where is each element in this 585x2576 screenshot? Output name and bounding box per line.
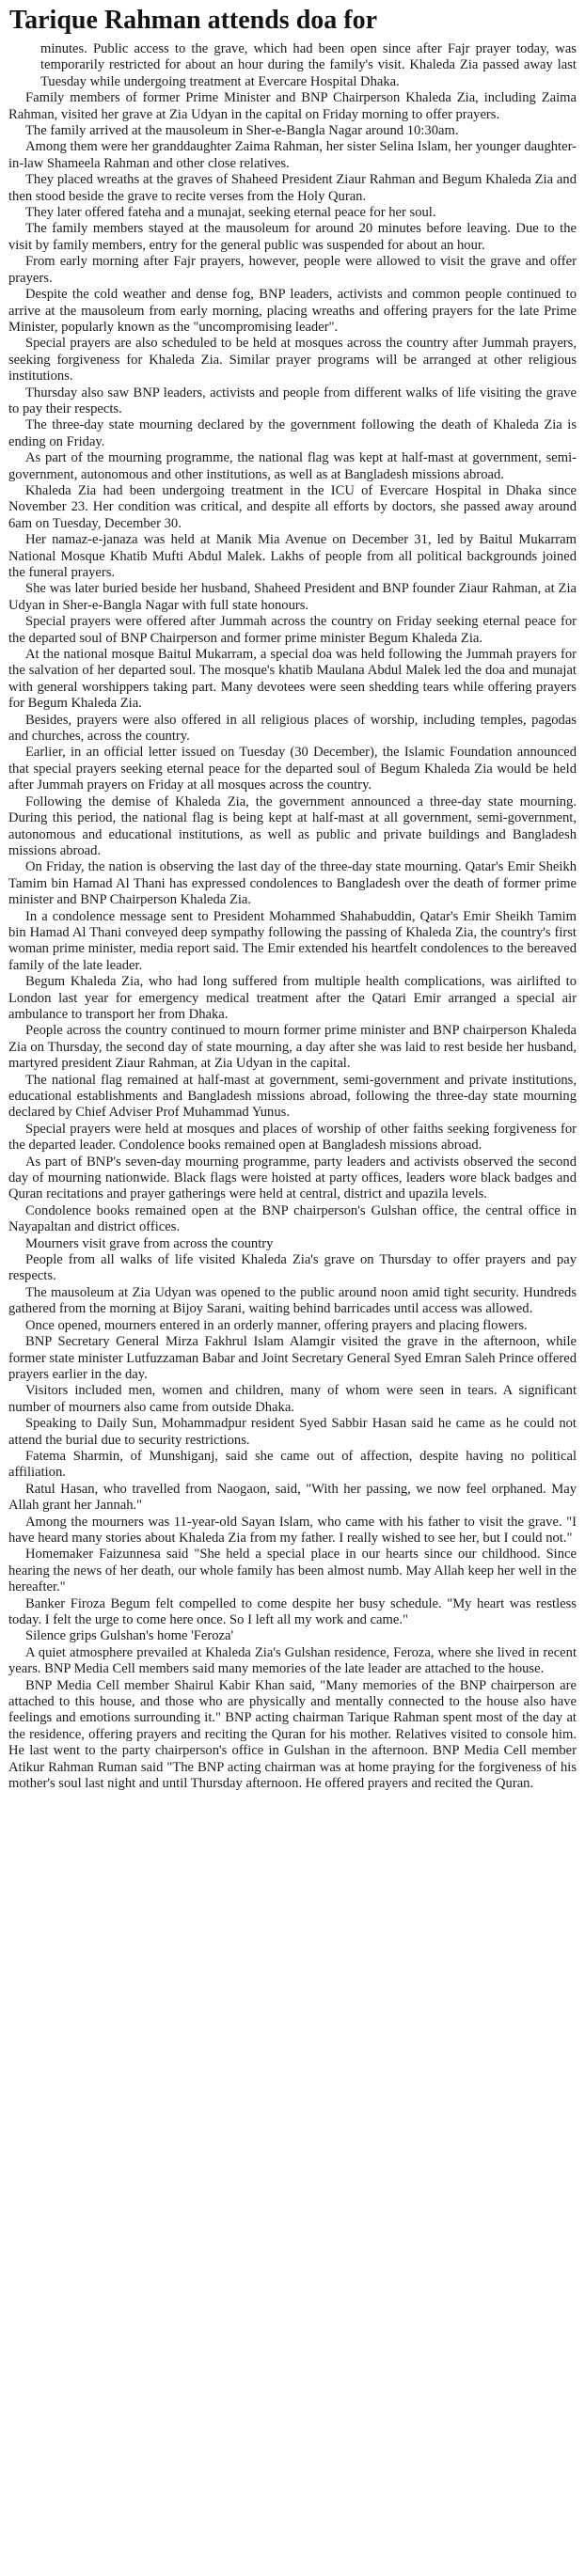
- article-paragraph: Begum Khaleda Zia, who had long suffered from multiple health complications, was airlifted to London last year for emergency medical treatment after the Qatari Emir arranged a special air ambulance to transport her from Dhaka.: [8, 974, 577, 1022]
- article-paragraph: The family arrived at the mausoleum in Sher-e-Bangla Nagar around 10:30am.: [25, 123, 459, 139]
- article-paragraph: Among them were her granddaughter Zaima Rahman, her sister Selina Islam, her younger daughter-in-law Shameela Rahman and other close relatives.: [8, 139, 577, 171]
- article-paragraph: People across the country continued to mourn former prime minister and BNP chairperson Khaleda Zia on Thursday, the second day of state mourning, a day after she was laid to rest beside her husband, martyred president Ziaur Rahman, at Zia Udyan in the capital.: [8, 1023, 577, 1072]
- article-paragraph: The national flag remained at half-mast at government, semi-government and private institutions, educational establishments and Bangladesh missions abroad, following the three-day state mourning declared by Chief Adviser Prof Muhammad Yunus.: [8, 1072, 577, 1121]
- article-paragraph: BNP Secretary General Mirza Fakhrul Islam Alamgir visited the grave in the afternoon, while former state minister Lutfuzzaman Babar and Joint Secretary General Syed Emran Saleh Prince offered prayers earlier in the day.: [8, 1334, 577, 1382]
- article-paragraph: Khaleda Zia had been undergoing treatment in the ICU of Evercare Hospital in Dhaka since November 23. Her condition was critical, and despite all efforts by doctors, she passed away around 6am on Tuesday, December 30.: [8, 482, 577, 531]
- article-paragraph: Once opened, mourners entered in an orderly manner, offering prayers and placing flowers.: [25, 1317, 528, 1333]
- article-paragraph: A quiet atmosphere prevailed at Khaleda Zia's Gulshan residence, Feroza, where she lived in recent years. BNP Media Cell members said many memories of the late leader are attached to the house.: [8, 1644, 577, 1677]
- article-paragraph: Her namaz-e-janaza was held at Manik Mia Avenue on December 31, led by Baitul Mukarram National Mosque Khatib Mufti Abdul Malek. Lakhs of people from all political backgrounds joined the funeral prayers.: [8, 532, 577, 580]
- article-paragraph: As part of BNP's seven-day mourning programme, party leaders and activists observed the second day of mourning nationwide. Black flags were hoisted at party offices, leaders wore black badges and Quran recitations and prayer gatherings were held at central, district and upazila levels.: [8, 1154, 577, 1202]
- article-paragraph: They placed wreaths at the graves of Shaheed President Ziaur Rahman and Begum Khaleda Zia and then stood beside the grave to recite verses from the Holy Quran.: [8, 172, 577, 204]
- article-paragraph: Speaking to Daily Sun, Mohammadpur resident Syed Sabbir Hasan said he came as he could not attend the burial due to security restrictions.: [8, 1416, 577, 1448]
- article-paragraph: Visitors included men, women and children, many of whom were seen in tears. A significant number of mourners also came from outside Dhaka.: [8, 1383, 577, 1415]
- article-paragraph: The family members stayed at the mausoleum for around 20 minutes before leaving. Due to the visit by family members, entry for the general public was suspended for about an hour.: [8, 221, 577, 253]
- article-paragraph: Homemaker Faizunnesa said "She held a special place in our hearts since our childhood. Since hearing the news of her death, our whole family has been almost numb. May Allah keep her well in the hereafter.": [8, 1547, 577, 1595]
- article-paragraph: Special prayers were offered after Jummah across the country on Friday seeking eternal peace for the departed soul of BNP Chairperson and former prime minister Begum Khaleda Zia.: [8, 614, 577, 646]
- article-paragraph: Fatema Sharmin, of Munshiganj, said she came out of affection, despite having no political affiliation.: [8, 1448, 577, 1481]
- article-paragraph: Special prayers were held at mosques and places of worship of other faiths seeking forgiveness for the departed leader. Condolence books remained open at Bangladesh missions abroad.: [8, 1121, 577, 1154]
- article-paragraph: She was later buried beside her husband, Shaheed President and BNP founder Ziaur Rahman, at Zia Udyan in Sher-e-Bangla Nagar with full state honours.: [8, 581, 577, 613]
- article-paragraph: On Friday, the nation is observing the last day of the three-day state mourning. Qatar's Emir Sheikh Tamim bin Hamad Al Thani has expressed condolences to Bangladesh over the death of former prime minister and BNP Chairperson Khaleda Zia.: [8, 859, 577, 908]
- subheading: Silence grips Gulshan's home 'Feroza': [25, 1628, 234, 1644]
- article-paragraph: minutes. Public access to the grave, which had been open since after Fajr prayer today, was temporarily restricted for about an hour during the family's visit. Khaleda Zia passed away last Tuesday while undergoing treatment at Evercare Hospital Dhaka.: [40, 41, 577, 89]
- article-paragraph: Following the demise of Khaleda Zia, the government announced a three-day state mourning. During this period, the national flag is being kept at half-mast at all government, semi-government, autonomous and educational institutions, as well as public and private buildings and Bangladesh missions abroad.: [8, 793, 577, 858]
- article-paragraph: Family members of former Prime Minister and BNP Chairperson Khaleda Zia, including Zaima Rahman, visited her grave at Zia Udyan in the capital on Friday morning to offer prayers.: [8, 90, 577, 122]
- article-paragraph: Special prayers are also scheduled to be held at mosques across the country after Jummah prayers, seeking forgiveness for Khaleda Zia. Similar prayer programs will be arranged at other religious institutions.: [8, 336, 577, 385]
- article-body: [8, 41, 577, 1792]
- article-paragraph: People from all walks of life visited Khaleda Zia's grave on Thursday to offer prayers and pay respects.: [8, 1252, 577, 1284]
- article-paragraph: Banker Firoza Begum felt compelled to come despite her busy schedule. "My heart was restless today. I felt the urge to come here once. So I left all my work and came.": [8, 1595, 577, 1627]
- article-paragraph: BNP Media Cell member Shairul Kabir Khan said, "Many memories of the BNP chairperson are attached to this house, and those who are physically and mentally connected to the house also have feelings and emotions surrounding it." BNP acting chairman Tarique Rahman spent most of the day at the residence, offering prayers and reciting the Quran for his mother. Relatives visited to console him. He last went to the party chairperson's office in Gulshan in the afternoon. BNP Media Cell member Atikur Rahman Ruman said "The BNP acting chairman was at home praying for the forgiveness of his mother's soul last night and until Thursday afternoon. He offered prayers and recited the Quran.: [8, 1677, 577, 1792]
- article-paragraph: They later offered fateha and a munajat, seeking eternal peace for her soul.: [25, 205, 436, 221]
- article-paragraph: From early morning after Fajr prayers, however, people were allowed to visit the grave and offer prayers.: [8, 254, 577, 286]
- article-paragraph: Thursday also saw BNP leaders, activists and people from different walks of life visiting the grave to pay their respects.: [8, 385, 577, 416]
- article-paragraph: As part of the mourning programme, the national flag was kept at half-mast at government, semi-government, autonomous and other institutions, as well as at Bangladesh missions abroad.: [8, 450, 577, 482]
- article-paragraph: Besides, prayers were also offered in all religious places of worship, including temples, pagodas and churches, across the country.: [8, 712, 577, 745]
- article-paragraph: Despite the cold weather and dense fog, BNP leaders, activists and common people continued to arrive at the mausoleum from early morning, placing wreaths and offering prayers for the late Prime Minister, popularly known as the "uncompromising leader".: [8, 287, 577, 335]
- article-paragraph: Ratul Hasan, who travelled from Naogaon, said, "With her passing, we now feel orphaned. May Allah grant her Jannah.": [8, 1481, 577, 1514]
- article-paragraph: In a condolence message sent to President Mohammed Shahabuddin, Qatar's Emir Sheikh Tamim bin Hamad Al Thani conveyed deep sympathy following the passing of Khaleda Zia, the country's first woman prime minister, media report said. The Emir extended his heartfelt condolences to the bereaved family of the late leader.: [8, 908, 577, 973]
- article-paragraph: The three-day state mourning declared by the government following the death of Khaleda Zia is ending on Friday.: [8, 417, 577, 449]
- article-paragraph: Earlier, in an official letter issued on Tuesday (30 December), the Islamic Foundation announced that special prayers seeking eternal peace for the departed soul of Begum Khaleda Zia would be held after Jummah prayers on Friday at all mosques across the country.: [8, 745, 577, 793]
- article-paragraph: The mausoleum at Zia Udyan was opened to the public around noon amid tight security. Hundreds gathered from the morning at Bijoy Sarani, waiting behind barricades until access was allowed.: [8, 1284, 577, 1317]
- subheading: Mourners visit grave from across the country: [25, 1235, 274, 1251]
- article-paragraph: Condolence books remained open at the BNP chairperson's Gulshan office, the central office in Nayapaltan and district offices.: [8, 1202, 577, 1235]
- article-paragraph: At the national mosque Baitul Mukarram, a special doa was held following the Jummah prayers for the salvation of her departed soul. The mosque's khatib Maulana Abdul Malek led the doa and munajat with general worshippers taking part. Many devotees were seen shedding tears while offering prayers for Begum Khaleda Zia.: [8, 647, 577, 712]
- headline: Tarique Rahman attends doa for: [9, 6, 378, 35]
- article-paragraph: Among the mourners was 11-year-old Sayan Islam, who came with his father to visit the grave. "I have heard many stories about Khaleda Zia from my father. I really wished to see her, but I could not.": [8, 1514, 577, 1546]
